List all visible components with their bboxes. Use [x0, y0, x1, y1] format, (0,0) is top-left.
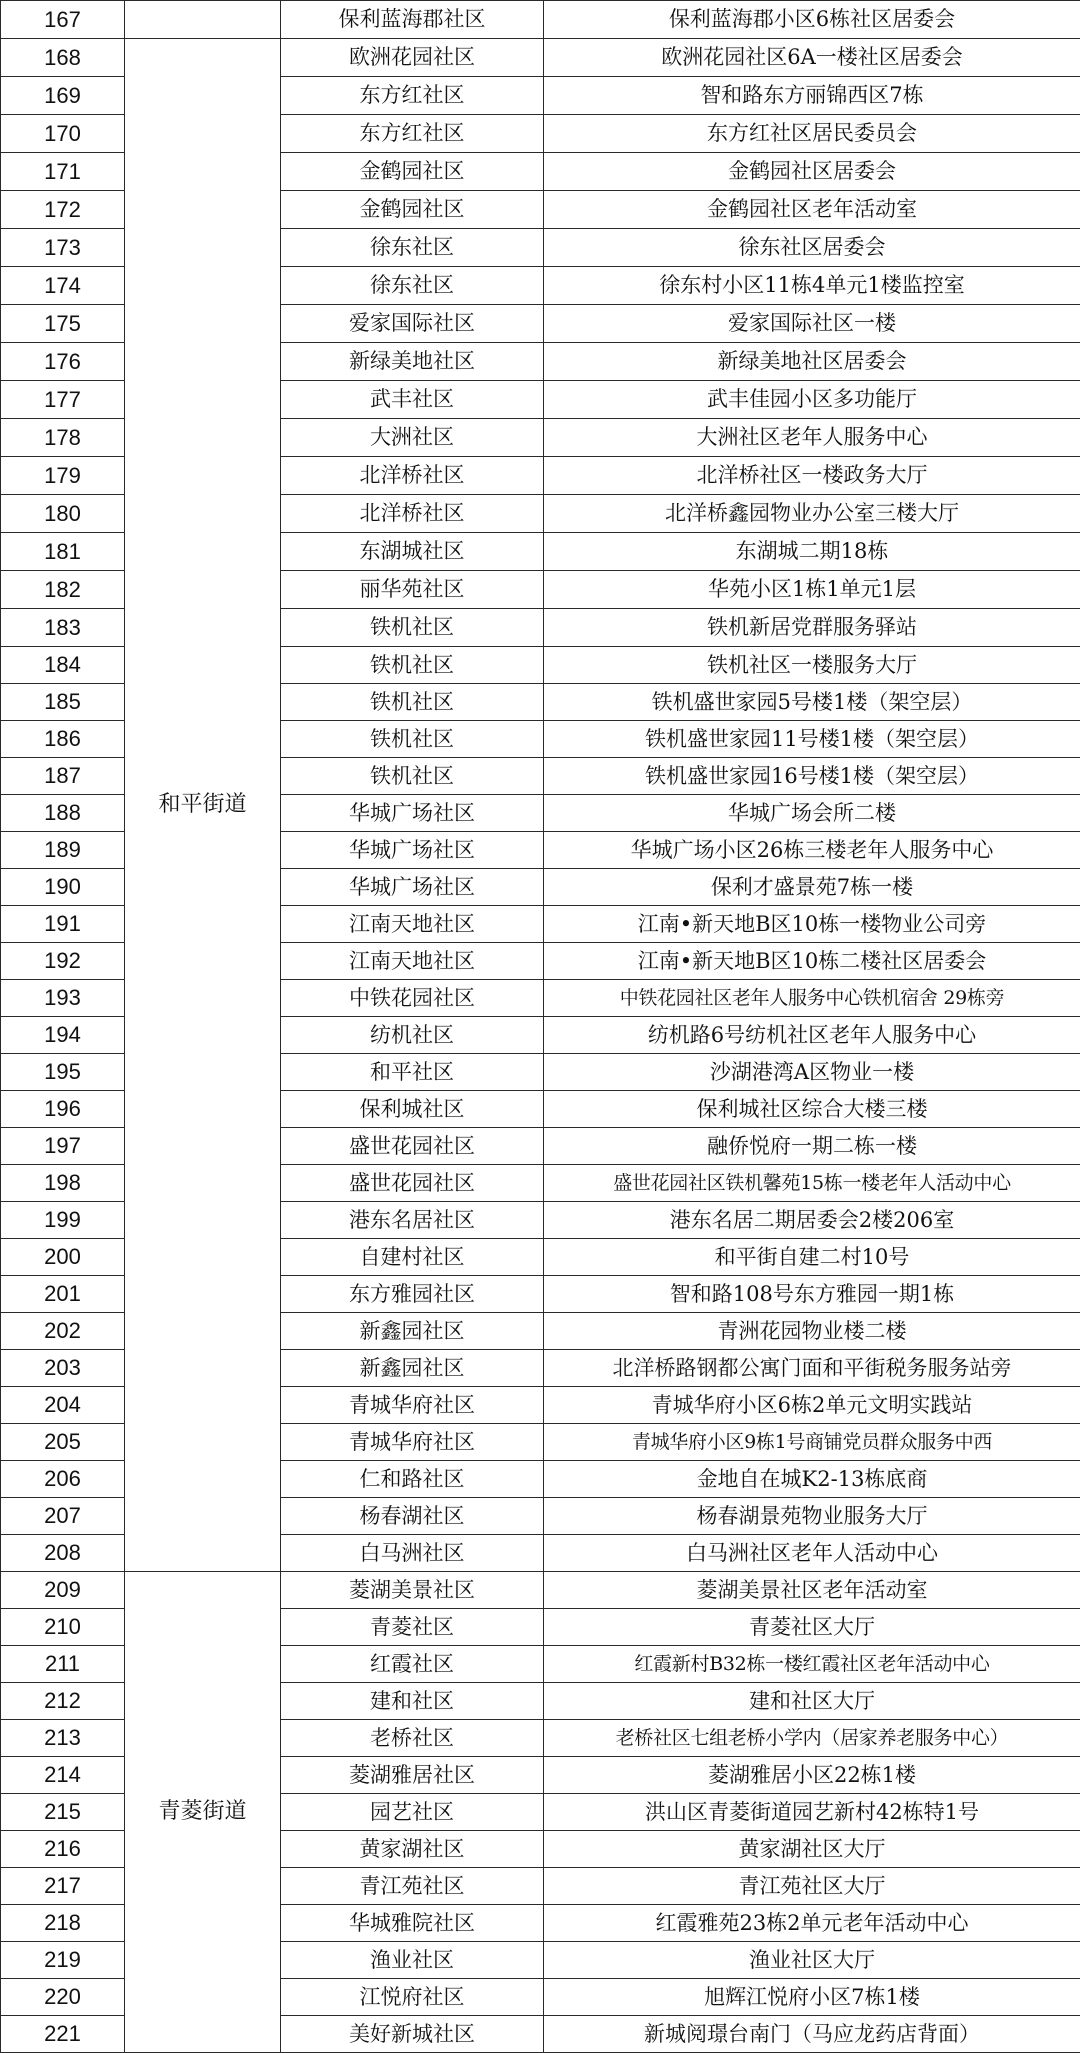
community-cell: 保利城社区: [281, 1091, 544, 1128]
location-cell: 铁机新居党群服务驿站: [544, 609, 1080, 647]
community-cell: 大洲社区: [281, 419, 544, 457]
row-number-cell: 217: [1, 1868, 125, 1905]
row-number-cell: 198: [1, 1165, 125, 1202]
location-cell: 铁机盛世家园5号楼1楼（架空层）: [544, 684, 1080, 721]
community-cell: 欧洲花园社区: [281, 39, 544, 77]
street-cell: 和平街道: [125, 39, 281, 1572]
row-number-cell: 211: [1, 1646, 125, 1683]
location-cell: 徐东村小区11栋4单元1楼监控室: [544, 267, 1080, 305]
community-cell: 铁机社区: [281, 721, 544, 758]
location-cell: 青江苑社区大厅: [544, 1868, 1080, 1905]
community-cell: 园艺社区: [281, 1794, 544, 1831]
community-cell: 金鹤园社区: [281, 153, 544, 191]
location-cell: 青城华府小区9栋1号商铺党员群众服务中西: [544, 1424, 1080, 1461]
location-cell: 建和社区大厅: [544, 1683, 1080, 1720]
location-cell: 新城阅璟台南门（马应龙药店背面）: [544, 2016, 1080, 2053]
row-number-cell: 172: [1, 191, 125, 229]
community-cell: 江南天地社区: [281, 943, 544, 980]
row-number-cell: 204: [1, 1387, 125, 1424]
row-number-cell: 221: [1, 2016, 125, 2053]
community-cell: 杨春湖社区: [281, 1498, 544, 1535]
row-number-cell: 182: [1, 571, 125, 609]
community-cell: 老桥社区: [281, 1720, 544, 1757]
community-cell: 铁机社区: [281, 684, 544, 721]
community-cell: 铁机社区: [281, 758, 544, 795]
location-cell: 青城华府小区6栋2单元文明实践站: [544, 1387, 1080, 1424]
location-cell: 融侨悦府一期二栋一楼: [544, 1128, 1080, 1165]
location-cell: 江南•新天地B区10栋一楼物业公司旁: [544, 906, 1080, 943]
location-cell: 旭辉江悦府小区7栋1楼: [544, 1979, 1080, 2016]
community-cell: 白马洲社区: [281, 1535, 544, 1572]
location-cell: 纺机路6号纺机社区老年人服务中心: [544, 1017, 1080, 1054]
street-cell: 青菱街道: [125, 1572, 281, 2053]
row-number-cell: 176: [1, 343, 125, 381]
community-cell: 黄家湖社区: [281, 1831, 544, 1868]
location-cell: 杨春湖景苑物业服务大厅: [544, 1498, 1080, 1535]
location-cell: 港东名居二期居委会2楼206室: [544, 1202, 1080, 1239]
row-number-cell: 218: [1, 1905, 125, 1942]
community-cell: 青江苑社区: [281, 1868, 544, 1905]
community-cell: 华城广场社区: [281, 869, 544, 906]
location-cell: 金鹤园社区老年活动室: [544, 191, 1080, 229]
row-number-cell: 168: [1, 39, 125, 77]
location-cell: 保利蓝海郡小区6栋社区居委会: [544, 1, 1080, 39]
community-cell: 新绿美地社区: [281, 343, 544, 381]
location-cell: 铁机盛世家园11号楼1楼（架空层）: [544, 721, 1080, 758]
location-cell: 智和路东方丽锦西区7栋: [544, 77, 1080, 115]
row-number-cell: 179: [1, 457, 125, 495]
row-number-cell: 199: [1, 1202, 125, 1239]
community-cell: 青城华府社区: [281, 1387, 544, 1424]
row-number-cell: 170: [1, 115, 125, 153]
row-number-cell: 171: [1, 153, 125, 191]
location-cell: 老桥社区七组老桥小学内（居家养老服务中心）: [544, 1720, 1080, 1757]
location-cell: 东方红社区居民委员会: [544, 115, 1080, 153]
row-number-cell: 200: [1, 1239, 125, 1276]
community-cell: 江悦府社区: [281, 1979, 544, 2016]
row-number-cell: 195: [1, 1054, 125, 1091]
row-number-cell: 167: [1, 1, 125, 39]
location-cell: 红霞新村B32栋一楼红霞社区老年活动中心: [544, 1646, 1080, 1683]
community-cell: 武丰社区: [281, 381, 544, 419]
location-cell: 保利才盛景苑7栋一楼: [544, 869, 1080, 906]
row-number-cell: 169: [1, 77, 125, 115]
community-cell: 港东名居社区: [281, 1202, 544, 1239]
row-number-cell: 215: [1, 1794, 125, 1831]
community-cell: 东方雅园社区: [281, 1276, 544, 1313]
location-cell: 盛世花园社区铁机馨苑15栋一楼老年人活动中心: [544, 1165, 1080, 1202]
community-cell: 东方红社区: [281, 77, 544, 115]
row-number-cell: 201: [1, 1276, 125, 1313]
row-number-cell: 191: [1, 906, 125, 943]
row-number-cell: 219: [1, 1942, 125, 1979]
location-cell: 金地自在城K2-13栋底商: [544, 1461, 1080, 1498]
community-cell: 北洋桥社区: [281, 495, 544, 533]
location-cell: 大洲社区老年人服务中心: [544, 419, 1080, 457]
row-number-cell: 189: [1, 832, 125, 869]
row-number-cell: 173: [1, 229, 125, 267]
community-cell: 江南天地社区: [281, 906, 544, 943]
community-cell: 铁机社区: [281, 609, 544, 647]
row-number-cell: 203: [1, 1350, 125, 1387]
row-number-cell: 175: [1, 305, 125, 343]
location-cell: 沙湖港湾A区物业一楼: [544, 1054, 1080, 1091]
table-row: [1, 1572, 1080, 1609]
row-number-cell: 213: [1, 1720, 125, 1757]
row-number-cell: 192: [1, 943, 125, 980]
row-number-cell: 187: [1, 758, 125, 795]
location-cell: 青菱社区大厅: [544, 1609, 1080, 1646]
community-cell: 爱家国际社区: [281, 305, 544, 343]
location-cell: 欧洲花园社区6A一楼社区居委会: [544, 39, 1080, 77]
row-number-cell: 214: [1, 1757, 125, 1794]
community-cell: 红霞社区: [281, 1646, 544, 1683]
community-cell: 徐东社区: [281, 267, 544, 305]
community-cell: 和平社区: [281, 1054, 544, 1091]
row-number-cell: 196: [1, 1091, 125, 1128]
community-cell: 青城华府社区: [281, 1424, 544, 1461]
location-cell: 中铁花园社区老年人服务中心铁机宿舍 29栋旁: [544, 980, 1080, 1017]
table-row: [1, 39, 1080, 77]
location-cell: 华城广场会所二楼: [544, 795, 1080, 832]
community-cell: 铁机社区: [281, 647, 544, 684]
community-cell: 华城广场社区: [281, 832, 544, 869]
location-cell: 东湖城二期18栋: [544, 533, 1080, 571]
row-number-cell: 220: [1, 1979, 125, 2016]
location-cell: 洪山区青菱街道园艺新村42栋特1号: [544, 1794, 1080, 1831]
community-cell: 北洋桥社区: [281, 457, 544, 495]
table-row: [1, 1, 1080, 39]
row-number-cell: 174: [1, 267, 125, 305]
community-cell: 盛世花园社区: [281, 1128, 544, 1165]
row-number-cell: 206: [1, 1461, 125, 1498]
location-cell: 和平街自建二村10号: [544, 1239, 1080, 1276]
row-number-cell: 197: [1, 1128, 125, 1165]
row-number-cell: 216: [1, 1831, 125, 1868]
row-number-cell: 184: [1, 647, 125, 684]
community-cell: 新鑫园社区: [281, 1313, 544, 1350]
location-cell: 北洋桥路钢都公寓门面和平街税务服务站旁: [544, 1350, 1080, 1387]
location-cell: 北洋桥社区一楼政务大厅: [544, 457, 1080, 495]
row-number-cell: 212: [1, 1683, 125, 1720]
row-number-cell: 194: [1, 1017, 125, 1054]
location-cell: 菱湖美景社区老年活动室: [544, 1572, 1080, 1609]
row-number-cell: 207: [1, 1498, 125, 1535]
location-cell: 铁机盛世家园16号楼1楼（架空层）: [544, 758, 1080, 795]
location-cell: 智和路108号东方雅园一期1栋: [544, 1276, 1080, 1313]
row-number-cell: 202: [1, 1313, 125, 1350]
row-number-cell: 178: [1, 419, 125, 457]
community-cell: 金鹤园社区: [281, 191, 544, 229]
row-number-cell: 185: [1, 684, 125, 721]
location-cell: 渔业社区大厅: [544, 1942, 1080, 1979]
location-cell: 江南•新天地B区10栋二楼社区居委会: [544, 943, 1080, 980]
community-cell: 徐东社区: [281, 229, 544, 267]
row-number-cell: 183: [1, 609, 125, 647]
community-cell: 青菱社区: [281, 1609, 544, 1646]
community-cell: 建和社区: [281, 1683, 544, 1720]
community-cell: 美好新城社区: [281, 2016, 544, 2053]
location-cell: 北洋桥鑫园物业办公室三楼大厅: [544, 495, 1080, 533]
row-number-cell: 208: [1, 1535, 125, 1572]
row-number-cell: 177: [1, 381, 125, 419]
community-cell: 华城雅院社区: [281, 1905, 544, 1942]
row-number-cell: 188: [1, 795, 125, 832]
row-number-cell: 205: [1, 1424, 125, 1461]
location-cell: 黄家湖社区大厅: [544, 1831, 1080, 1868]
location-cell: 华苑小区1栋1单元1层: [544, 571, 1080, 609]
row-number-cell: 209: [1, 1572, 125, 1609]
location-cell: 新绿美地社区居委会: [544, 343, 1080, 381]
location-cell: 华城广场小区26栋三楼老年人服务中心: [544, 832, 1080, 869]
row-number-cell: 186: [1, 721, 125, 758]
community-cell: 丽华苑社区: [281, 571, 544, 609]
community-cell: 华城广场社区: [281, 795, 544, 832]
row-number-cell: 181: [1, 533, 125, 571]
row-number-cell: 210: [1, 1609, 125, 1646]
location-cell: 铁机社区一楼服务大厅: [544, 647, 1080, 684]
community-cell: 纺机社区: [281, 1017, 544, 1054]
community-cell: 中铁花园社区: [281, 980, 544, 1017]
community-cell: 东方红社区: [281, 115, 544, 153]
row-number-cell: 190: [1, 869, 125, 906]
row-number-cell: 180: [1, 495, 125, 533]
site-table-body: [1, 1, 1080, 2053]
location-cell: 爱家国际社区一楼: [544, 305, 1080, 343]
community-cell: 东湖城社区: [281, 533, 544, 571]
community-cell: 仁和路社区: [281, 1461, 544, 1498]
location-cell: 红霞雅苑23栋2单元老年活动中心: [544, 1905, 1080, 1942]
location-cell: 金鹤园社区居委会: [544, 153, 1080, 191]
street-cell: [125, 1, 281, 39]
community-cell: 菱湖雅居社区: [281, 1757, 544, 1794]
community-cell: 菱湖美景社区: [281, 1572, 544, 1609]
community-cell: 盛世花园社区: [281, 1165, 544, 1202]
community-cell: 保利蓝海郡社区: [281, 1, 544, 39]
location-cell: 菱湖雅居小区22栋1楼: [544, 1757, 1080, 1794]
location-cell: 武丰佳园小区多功能厅: [544, 381, 1080, 419]
row-number-cell: 193: [1, 980, 125, 1017]
community-cell: 自建村社区: [281, 1239, 544, 1276]
location-cell: 徐东社区居委会: [544, 229, 1080, 267]
location-cell: 白马洲社区老年人活动中心: [544, 1535, 1080, 1572]
location-cell: 青洲花园物业楼二楼: [544, 1313, 1080, 1350]
community-cell: 新鑫园社区: [281, 1350, 544, 1387]
location-cell: 保利城社区综合大楼三楼: [544, 1091, 1080, 1128]
community-cell: 渔业社区: [281, 1942, 544, 1979]
